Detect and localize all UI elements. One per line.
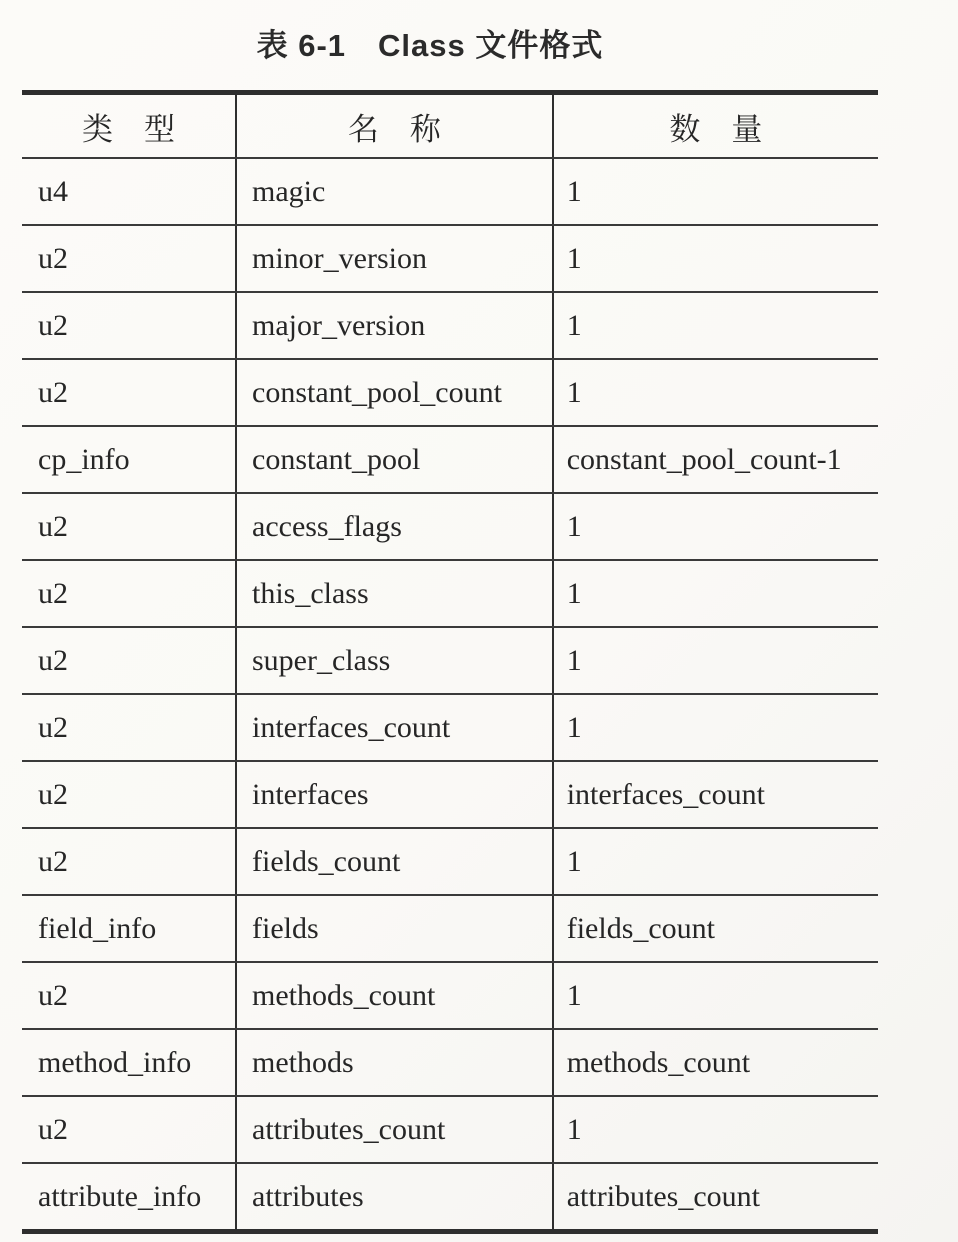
cell-name: attributes_count	[236, 1096, 553, 1163]
cell-type: cp_info	[22, 426, 236, 493]
cell-name: minor_version	[236, 225, 553, 292]
cell-count: 1	[553, 225, 878, 292]
cell-type: u2	[22, 359, 236, 426]
table-row	[22, 962, 878, 1029]
cell-count: 1	[553, 560, 878, 627]
cell-type: field_info	[22, 895, 236, 962]
table-row	[22, 359, 878, 426]
cell-name: access_flags	[236, 493, 553, 560]
cell-name: super_class	[236, 627, 553, 694]
table-row	[22, 426, 878, 493]
cell-name: interfaces	[236, 761, 553, 828]
header-row	[22, 93, 878, 159]
cell-type: u2	[22, 962, 236, 1029]
table-row	[22, 225, 878, 292]
header-type: 类 型	[22, 93, 236, 159]
cell-name: methods	[236, 1029, 553, 1096]
table-row	[22, 694, 878, 761]
table-body	[22, 158, 878, 1232]
cell-name: interfaces_count	[236, 694, 553, 761]
cell-count: 1	[553, 962, 878, 1029]
cell-count: attributes_count	[566, 1179, 761, 1213]
cell-count: 1	[553, 694, 878, 761]
cell-type: u2	[22, 292, 236, 359]
class-file-format-table	[22, 90, 878, 1234]
cell-count: 1	[553, 359, 878, 426]
cell-type: u2	[22, 225, 236, 292]
cell-name: constant_pool_count	[236, 359, 553, 426]
cell-count: 1	[553, 627, 878, 694]
cell-name: attributes	[236, 1163, 553, 1232]
cell-type: u2	[22, 560, 236, 627]
table-row	[22, 627, 878, 694]
table-caption: 表 6-1 Class 文件格式	[256, 28, 604, 63]
cell-type: attribute_info	[22, 1163, 236, 1232]
table-row	[22, 828, 878, 895]
cell-type: u2	[22, 828, 236, 895]
cell-count: 1	[553, 292, 878, 359]
table-row	[22, 761, 878, 828]
cell-name: major_version	[236, 292, 553, 359]
cell-name: this_class	[236, 560, 553, 627]
cell-count: 1	[553, 493, 878, 560]
cell-name: constant_pool	[236, 426, 553, 493]
cell-type: u4	[22, 158, 236, 225]
table-row	[22, 292, 878, 359]
cell-type: u2	[22, 761, 236, 828]
table-row	[22, 1096, 878, 1163]
header-name: 名 称	[236, 93, 553, 159]
cell-name: methods_count	[236, 962, 553, 1029]
cell-type: u2	[22, 694, 236, 761]
table-row	[22, 895, 878, 962]
cell-count: interfaces_count	[553, 761, 878, 828]
cell-count: 1	[553, 1096, 878, 1163]
table-row	[22, 560, 878, 627]
header-count: 数 量	[553, 93, 878, 159]
cell-name: fields_count	[236, 828, 553, 895]
table-row	[22, 158, 878, 225]
cell-count: fields_count	[553, 895, 878, 962]
cell-count: 1	[553, 158, 878, 225]
table-row	[22, 493, 878, 560]
cell-type: u2	[22, 493, 236, 560]
table-row	[22, 1163, 878, 1232]
cell-name: fields	[236, 895, 553, 962]
cell-count: methods_count	[553, 1029, 878, 1096]
cell-count: constant_pool_count-1	[553, 426, 878, 493]
cell-name: magic	[236, 158, 553, 225]
cell-type: u2	[22, 1096, 236, 1163]
table-row	[22, 1029, 878, 1096]
cell-type: u2	[22, 627, 236, 694]
cell-count: 1	[553, 828, 878, 895]
cell-type: method_info	[22, 1029, 236, 1096]
